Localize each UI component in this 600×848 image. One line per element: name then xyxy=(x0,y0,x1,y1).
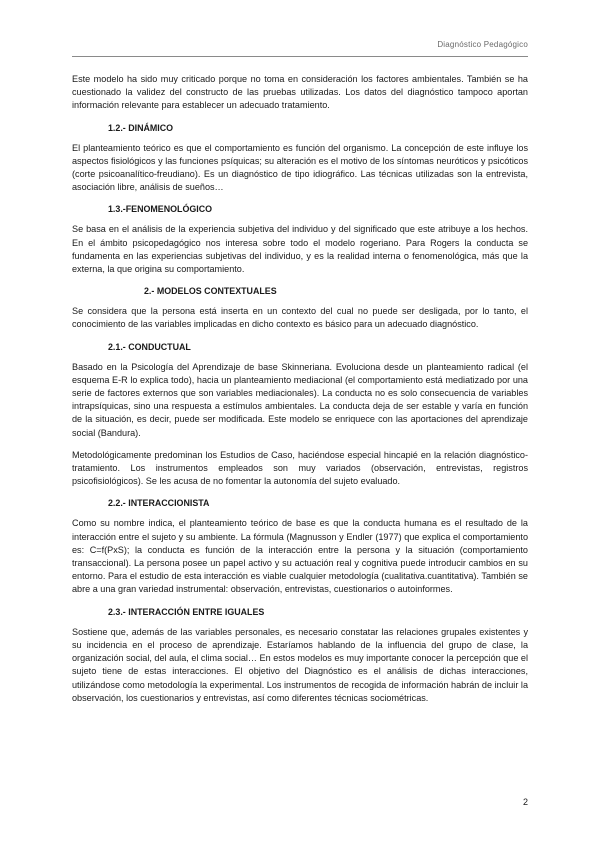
heading-interaccionista: 2.2.- INTERACCIONISTA xyxy=(108,498,210,509)
paragraph-fenomenologico: Se basa en el análisis de la experiencia subjetiva del individuo y del significado que este atribuye a los hechos. En el ámbito psicopedagógico nos interesa sobre todo el modelo rogeriano. Para Rogers la conducta se fundamenta en las experiencias subjetivas del individuo, y es la realidad interna o fenomenológica, más que la externa, la que origina su comportamiento. xyxy=(72,224,528,275)
header-rule xyxy=(72,56,528,57)
intro-paragraph: Este modelo ha sido muy criticado porque no toma en consideración los factores ambientales. También se ha cuestionado la validez del constructo de las pruebas utilizadas. Los datos del diagnóstico tampoco aportan información relevante para establecer un adecuado tratamiento. xyxy=(72,74,528,111)
paragraph-interaccionista: Como su nombre indica, el planteamiento teórico de base es que la conducta humana es el resultado de la interacción entre el sujeto y su ambiente. La fórmula (Magnusson y Endler (1977) que explica el comportamiento es: C=f(PxS); la conducta es función de la interacción entre la persona y la situación (comportamiento transaccional). La persona posee un papel activo y su actuación real y cognitiva puede introducir cambios en su entorno. Para el estudio de esta interacción es viable cualquier metodología (cualitativa.cuantitativa). También se abre a una gran variedad instrumental: observación, entrevistas, cuestionarios o autoinformes. xyxy=(72,518,528,595)
paragraph-conductual-2: Metodológicamente predominan los Estudios de Caso, haciéndose especial hincapié en la relación diagnóstico-tratamiento. Los instrumentos empleados son muy variados (observación, entrevistas, registros psicofisiológicos). Se les acusa de no fomentar la autonomía del sujeto evaluado. xyxy=(72,449,528,487)
page-number: 2 xyxy=(522,797,528,807)
heading-fenomenologico: 1.3.-FENOMENOLÓGICO xyxy=(108,204,213,215)
paragraph-dinamico: El planteamiento teórico es que el comportamiento es función del organismo. La concepción de este influye los aspectos fisiológicos y las funciones psíquicas; su alteración es el motivo de los síntomas neuróticos y psicóticos (corte psicoanalítico-freudiano). Es un diagnóstico de tipo idiográfico. Las técnicas utilizadas son la entrevista, asociación libre, análisis de sueños… xyxy=(72,142,528,193)
heading-interaccion-iguales: 2.3.- INTERACCIÓN ENTRE IGUALES xyxy=(108,606,265,617)
paragraph-contextuales: Se considera que la persona está inserta en un contexto del cual no puede ser desligada, por lo tanto, el conocimiento de las variables implicadas en dicho contexto es básico para un adecuado diagnóstico. xyxy=(72,306,528,330)
paragraph-interaccion-iguales: Sostiene que, además de las variables personales, es necesario constatar las relaciones grupales existentes y su incidencia en el proceso de aprendizaje. Estaríamos hablando de la influencia del grupo de clase, la organización social, del aula, el clima social… En estos modelos es muy importante conocer la percepción que el sujeto tiene de estas interacciones. El objetivo del Diagnóstico es el análisis de dichas interacciones, utilizándose como metodología la experimental. Los instrumentos de recogida de información habrán de incluir la observación, los cuestionarios y entrevistas, así como diferentes técnicas sociométricas. xyxy=(72,626,528,703)
heading-modelos-contextuales: 2.- MODELOS CONTEXTUALES xyxy=(144,286,277,297)
heading-conductual: 2.1.- CONDUCTUAL xyxy=(108,341,191,352)
paragraph-conductual-1: Basado en la Psicología del Aprendizaje de base Skinneriana. Evoluciona desde un planteamiento radical (el esquema E-R lo explica todo), hacia un planteamiento mediacional (el comportamiento está mediatizado por una serie de factores externos que son variables mediacionales). La conducta no es solo consecuencia de variables intrapsíquicas, sino una respuesta a estímulos ambientales. La conducta deja de ser estable y varía en función de la situación, es decir, puede ser modificada. Este modelo se enriquece con las aportaciones del aprendizaje social (Bandura). xyxy=(72,361,528,438)
page-body xyxy=(72,73,528,714)
heading-dinamico: 1.2.- DINÁMICO xyxy=(108,122,174,133)
running-header: Diagnóstico Pedagógico xyxy=(437,40,528,49)
